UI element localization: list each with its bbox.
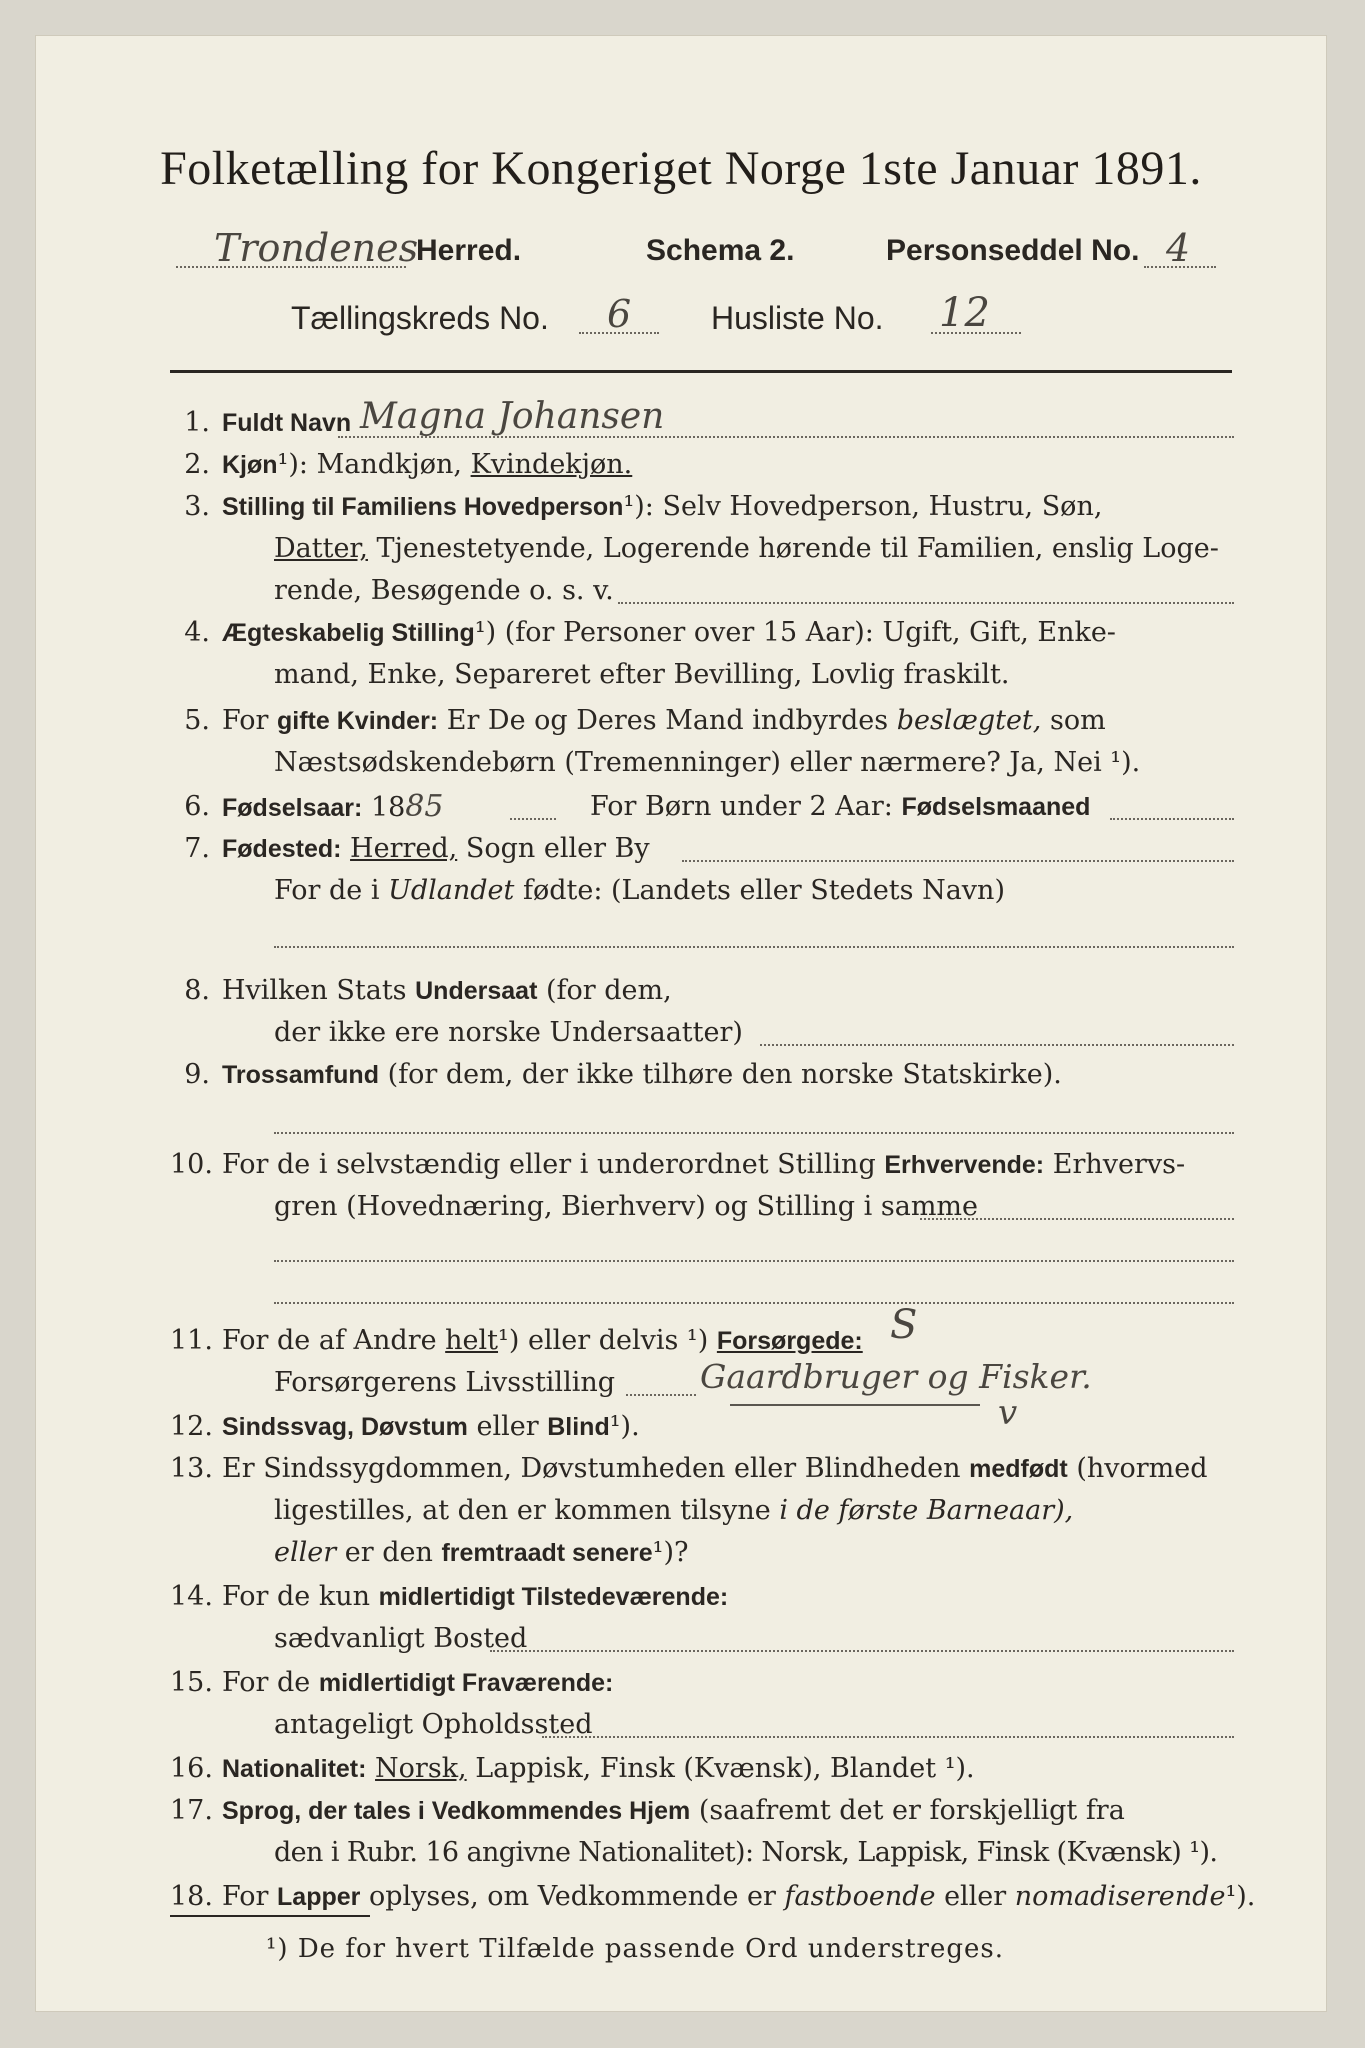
footnote: ¹) De for hvert Tilfælde passende Ord understreges. (266, 1934, 1005, 1964)
schema-label: Schema 2. (646, 234, 795, 267)
datter-selected: Datter, (274, 533, 368, 564)
personseddel-value: 4 (1166, 226, 1191, 270)
herred-value: Trondenes (214, 226, 419, 270)
census-form: Folketælling for Kongeriget Norge 1ste Januar 1891. Trondenes Herred. Schema 2. Personseddel No. 4 Tællingskreds No. 6 Husliste No. 12 1. Fuldt Navn Magna Johansen 2. Kjøn¹): Mandkjøn, Kvindekjøn. 3. Stilling til Familiens Hovedperson¹): Selv Hovedperson, Hustru, Søn, Datter, Tjenestetyende, Logerende hørende til Familien, enslig Loge- rende, Besøgende o. s. v. 4. Ægteskabelig Stilling¹) (for Personer over 15 Aar): Ugift, Gift, Enke- mand, Enke, Separeret efter Bevilling, Lovlig fraskilt. 5. For gifte Kvinder: Er De og Deres Mand indbyrdes beslægtet, som Næstsødskendebørn (Tremenninger) eller nærmere? Ja, Nei ¹). 6. Fødselsaar: 1885 For Børn under 2 Aar: Fødselsmaaned 7. Fødested: Herred, Sogn eller By For de i Udlandet fødte: (Landets eller Stedets Navn) 8. Hvilken Stats Undersaat (for dem, der ikke ere norske Undersaatter) 9. Trossamfund (for dem, der ikke tilhøre den norske Statskirke). 10. For de i selvstændig eller i underordnet Stilling Erhvervende: Erhvervs- gren (Hovednæring, Bierhverv) og Stilling i samme 11. For de af Andre helt¹) eller delvis ¹) Forsørgede: S Forsørgerens Livsstilling Gaardbruger og Fisker. 12. Sindssvag, Døvstum eller Blind¹). v 13. Er Sindssygdommen, Døvstumheden eller Blindheden medfødt (hvormed ligestilles, at den er kommen tilsyne i de første Barneaar), eller er den fremtraadt senere¹)? 14. For de kun midlertidigt Tilstedeværende: sædvanligt Bosted 15. For de midlertidigt Fraværende: antageligt Opholdssted 16. Nationalitet: Norsk, Lappisk, Finsk (Kvænsk), Blandet ¹). 17. Sprog, der tales i Vedkommendes Hjem (saafremt det er forskjelligt fra den i Rubr. 16 angivne Nationalitet): Norsk, Lappisk, Finsk (Kvænsk) ¹). 18. For Lapper oplyses, om Vedkommende er fastboende eller nomadiserende¹). ¹) De for hvert Tilfælde passende Ord understreges. (36, 36, 1326, 2011)
form-title: Folketælling for Kongeriget Norge 1ste Januar 1891. (160, 142, 1202, 195)
husliste-label: Husliste No. (711, 300, 884, 336)
kreds-label: Tællingskreds No. (291, 300, 549, 336)
forsorgede-mark: S (890, 1302, 918, 1348)
kvindekjon-selected: Kvindekjøn. (470, 449, 633, 480)
full-name-value: Magna Johansen (360, 396, 665, 437)
sindssvag-mark: v (998, 1393, 1018, 1433)
personseddel-label: Personseddel No. (886, 234, 1140, 267)
kreds-value: 6 (607, 292, 632, 336)
question-1: 1. Fuldt Navn Magna Johansen (170, 408, 1240, 448)
forsorgede-selected: Forsørgede: (716, 1327, 863, 1355)
header-line-1 (176, 226, 1216, 276)
herred-selected: Herred, (350, 833, 458, 864)
norsk-selected: Norsk, (375, 1753, 467, 1784)
header-line-2 (291, 290, 1191, 344)
header-rule (170, 370, 1232, 373)
birth-year-value: 85 (405, 789, 444, 824)
forsorger-livsstilling-value: Gaardbruger og Fisker. (700, 1357, 1092, 1396)
herred-label: Herred. (416, 234, 522, 267)
husliste-value: 12 (939, 290, 990, 336)
question-12: 12. Sindssvag, Døvstum eller Blind¹). v (170, 1393, 1018, 1442)
footnote-rule (170, 1915, 370, 1917)
